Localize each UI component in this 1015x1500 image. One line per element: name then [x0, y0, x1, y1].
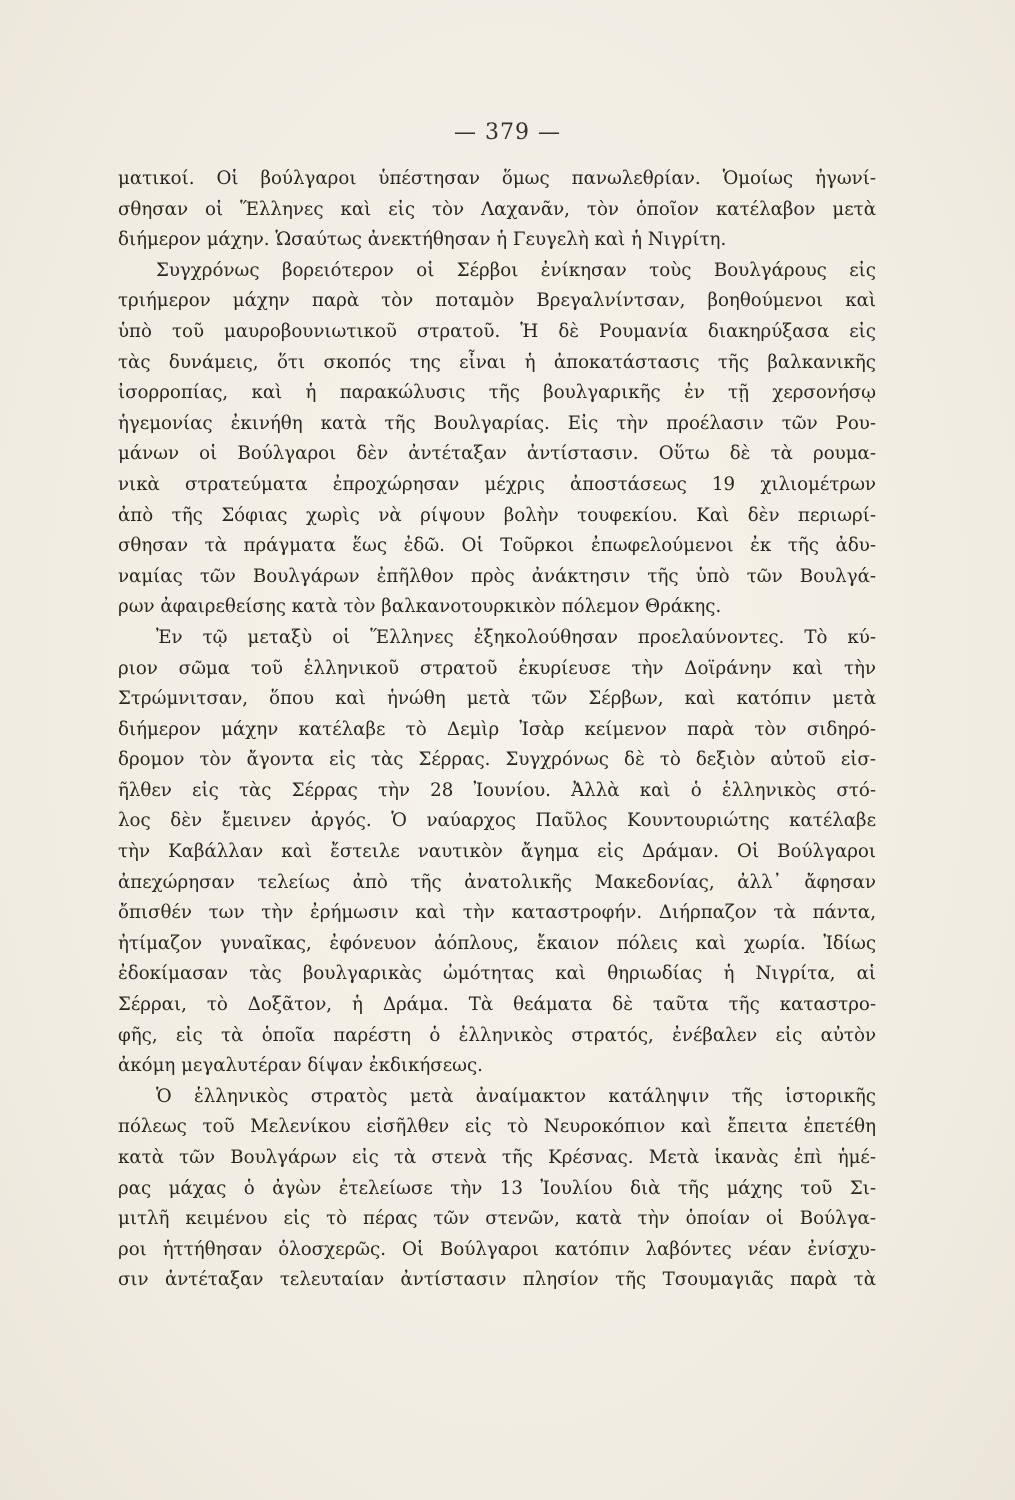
text-line: ἀκόμη μεγαλυτέραν δίψαν ἐκδικήσεως.	[118, 1055, 483, 1077]
text-line: τὴν Καβάλλαν καὶ ἔστειλε ναυτικὸν ἄγημα εἰς Δράμαν. Οἱ Βούλγαροι	[118, 841, 876, 863]
body-text	[118, 164, 876, 1296]
text-line: ναμίας τῶν Βουλγάρων ἐπῆλθον πρὸς ἀνάκτησιν τῆς ὑπὸ τῶν Βουλγά-	[118, 565, 876, 587]
text-line: Ἐν τῷ μεταξὺ οἱ Ἕλληνες ἐξηκολούθησαν προελαύνοντες. Τὸ κύ-	[156, 626, 876, 648]
text-line: ρας μάχας ὁ ἀγὼν ἐτελείωσε τὴν 13 Ἰουλίου διὰ τῆς μάχης τοῦ Σι-	[118, 1177, 876, 1199]
text-line: σιν ἀντέταξαν τελευταίαν ἀντίστασιν πλησίον τῆς Τσουμαγιᾶς παρὰ τὰ	[118, 1269, 876, 1291]
text-line: ροι ἡττήθησαν ὁλοσχερῶς. Οἱ Βούλγαροι κατόπιν λαβόντες νέαν ἐνίσχυ-	[118, 1238, 876, 1260]
text-line: διήμερον μάχην. Ὡσαύτως ἀνεκτήθησαν ἡ Γευγελὴ καὶ ἡ Νιγρίτη.	[118, 229, 727, 251]
text-line: ῆλθεν εἰς τὰς Σέρρας τὴν 28 Ἰουνίου. Ἀλλὰ καὶ ὁ ἑλληνικὸς στό-	[118, 779, 876, 801]
page-number: — 379 —	[454, 120, 561, 145]
text-line: κατὰ τῶν Βουλγάρων εἰς τὰ στενὰ τῆς Κρέσνας. Μετὰ ἱκανὰς ἐπὶ ἡμέ-	[118, 1147, 876, 1168]
text-line: ἐδοκίμασαν τὰς βουλγαρικὰς ὠμότητας καὶ θηριωδίας ἡ Νιγρίτα, αἱ	[118, 963, 876, 985]
text-line: ριον σῶμα τοῦ ἑλληνικοῦ στρατοῦ ἐκυρίευσε τὴν Δοϊράνην καὶ τὴν	[118, 657, 876, 679]
text-line: ἡγεμονίας ἐκινήθη κατὰ τῆς Βουλγαρίας. Εἰς τὴν προέλασιν τῶν Ρου-	[118, 412, 876, 434]
text-line: σθησαν οἱ Ἕλληνες καὶ εἰς τὸν Λαχανᾶν, τὸν ὁποῖον κατέλαβον μετὰ	[118, 198, 876, 220]
text-line: ὄπισθέν των τὴν ἐρήμωσιν καὶ τὴν καταστροφήν. Διήρπαζον τὰ πάντα,	[118, 902, 876, 924]
text-line: ἀπεχώρησαν τελείως ἀπὸ τῆς ἀνατολικῆς Μακεδονίας, ἀλλ᾽ ἄφησαν	[118, 871, 876, 893]
text-line: ἰσορροπίας, καὶ ἡ παρακώλυσις τῆς βουλγαρικῆς ἐν τῇ χερσονήσῳ	[118, 382, 876, 404]
text-line: πόλεως τοῦ Μελενίκου εἰσῆλθεν εἰς τὸ Νευροκόπιον καὶ ἔπειτα ἐπετέθη	[118, 1116, 876, 1138]
text-line: Ὁ ἑλληνικὸς στρατὸς μετὰ ἀναίμακτον κατάληψιν τῆς ἱστορικῆς	[156, 1085, 876, 1107]
text-line: τὰς δυνάμεις, ὅτι σκοπός της εἶναι ἡ ἀποκατάστασις τῆς βαλκανικῆς	[118, 351, 876, 373]
text-line: Συγχρόνως βορειότερον οἱ Σέρβοι ἐνίκησαν τοὺς Βουλγάρους εἰς	[156, 259, 876, 281]
text-line: λος δὲν ἔμεινεν ἀργός. Ὁ ναύαρχος Παῦλος Κουντουριώτης κατέλαβε	[118, 810, 876, 832]
text-line: Σέρραι, τὸ Δοξᾶτον, ἡ Δράμα. Τὰ θεάματα δὲ ταῦτα τῆς καταστρο-	[118, 994, 876, 1016]
text-line: μάνων οἱ Βούλγαροι δὲν ἀντέταξαν ἀντίστασιν. Οὕτω δὲ τὰ ρουμα-	[118, 443, 876, 465]
text-line: νικὰ στρατεύματα ἐπροχώρησαν μέχρις ἀποστάσεως 19 χιλιομέτρων	[118, 473, 876, 495]
text-line: ματικοί. Οἱ βούλγαροι ὑπέστησαν ὅμως πανωλεθρίαν. Ὁμοίως ἠγωνί-	[118, 168, 876, 189]
text-line: Στρώμνιτσαν, ὅπου καὶ ἡνώθη μετὰ τῶν Σέρβων, καὶ κατόπιν μετὰ	[118, 688, 876, 710]
text-line: τριήμερον μάχην παρὰ τὸν ποταμὸν Βρεγαλνίντσαν, βοηθούμενοι καὶ	[118, 290, 876, 312]
text-line: ἀπὸ τῆς Σόφιας χωρὶς νὰ ρίψουν βολὴν τουφεκίου. Καὶ δὲν περιωρί-	[118, 504, 876, 526]
text-line: ὑπὸ τοῦ μαυροβουνιωτικοῦ στρατοῦ. Ἡ δὲ Ρουμανία διακηρύξασα εἰς	[118, 320, 876, 342]
text-line: διήμερον μάχην κατέλαβε τὸ Δεμὶρ Ἰσὰρ κείμενον παρὰ τὸν σιδηρό-	[118, 718, 876, 740]
text-line: φῆς, εἰς τὰ ὁποῖα παρέστη ὁ ἑλληνικὸς στρατός, ἐνέβαλεν εἰς αὐτὸν	[118, 1024, 876, 1046]
text-line: μιτλῆ κειμένου εἰς τὸ πέρας τῶν στενῶν, κατὰ τὴν ὁποίαν οἱ Βούλγα-	[118, 1208, 876, 1230]
text-line: δρομον τὸν ἄγοντα εἰς τὰς Σέρρας. Συγχρόνως δὲ τὸ δεξιὸν αὐτοῦ εἰσ-	[118, 749, 876, 771]
text-line: ἠτίμαζον γυναῖκας, ἐφόνευον ἀόπλους, ἔκαιον πόλεις καὶ χωρία. Ἰδίως	[118, 932, 876, 954]
text-line: σθησαν τὰ πράγματα ἕως ἐδῶ. Οἱ Τοῦρκοι ἐπωφελούμενοι ἐκ τῆς ἀδυ-	[118, 535, 876, 557]
text-line: ρων ἀφαιρεθείσης κατὰ τὸν βαλκανοτουρκικὸν πόλεμον Θράκης.	[118, 596, 722, 618]
